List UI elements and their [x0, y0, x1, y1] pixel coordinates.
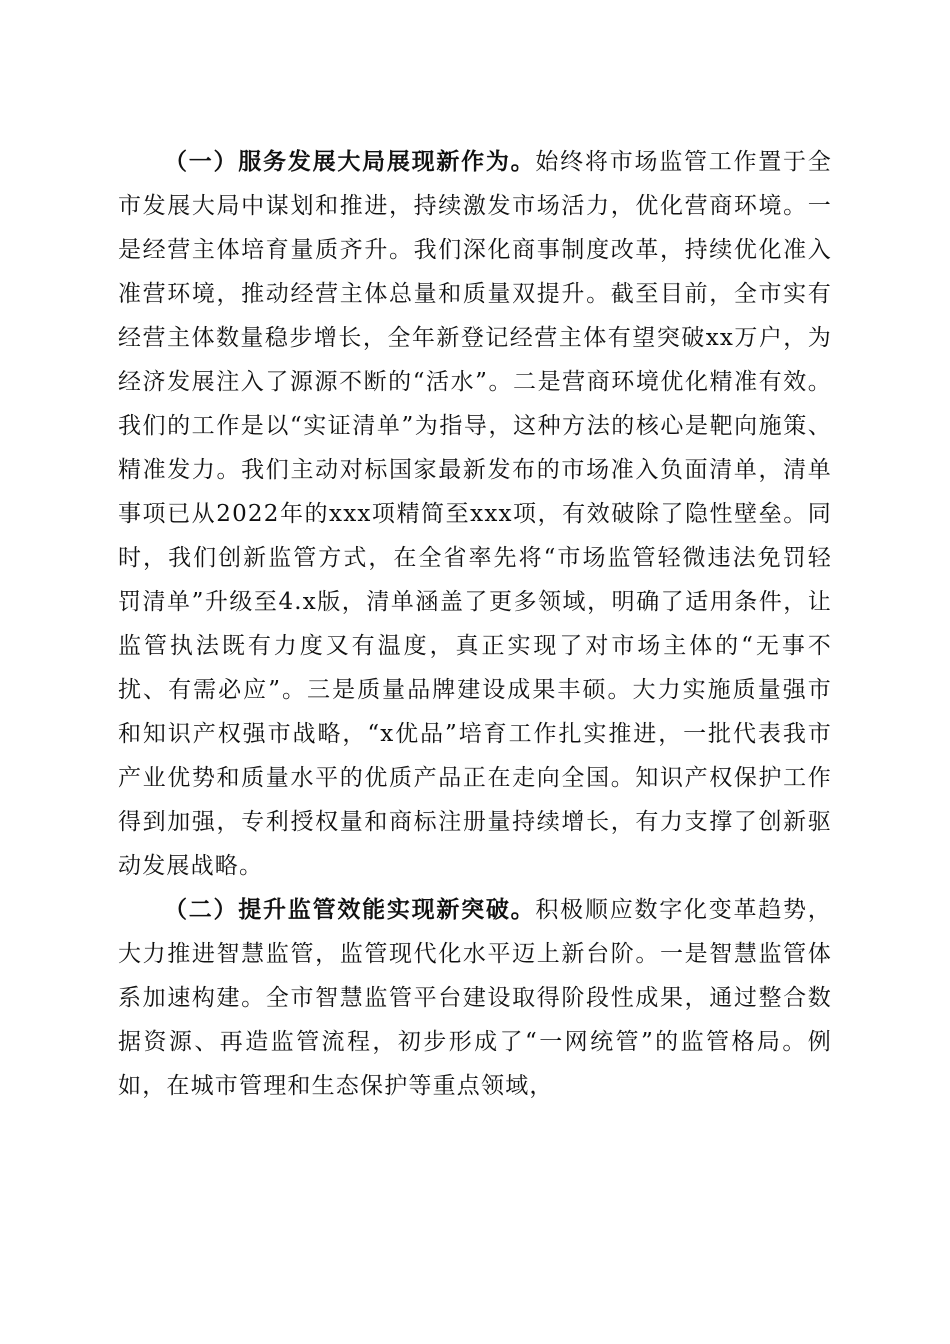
- document-body: [118, 140, 832, 1108]
- paragraph-1-text: 始终将市场监管工作置于全市发展大局中谋划和推进，持续激发市场活力，优化营商环境。一是经营主体培育量质齐升。我们深化商事制度改革，持续优化准入准营环境，推动经营主体总量和质量双提升。截至目前，全市实有经营主体数量稳步增长，全年新登记经营主体有望突破xx万户，为经济发展注入了源源不断的“活水”。二是营商环境优化精准有效。我们的工作是以“实证清单”为指导，这种方法的核心是靶向施策、精准发力。我们主动对标国家最新发布的市场准入负面清单，清单事项已从2022年的xxx项精简至xxx项，有效破除了隐性壁垒。同时，我们创新监管方式，在全省率先将“市场监管轻微违法免罚轻罚清单”升级至4.x版，清单涵盖了更多领域，明确了适用条件，让监管执法既有力度又有温度，真正实现了对市场主体的“无事不扰、有需必应”。三是质量品牌建设成果丰硕。大力实施质量强市和知识产权强市战略，“x优品”培育工作扎实推进，一批代表我市产业优势和质量水平的优质产品正在走向全国。知识产权保护工作得到加强，专利授权量和商标注册量持续增长，有力支撑了创新驱动发展战略。: [118, 149, 832, 879]
- paragraph-1-heading: （一）服务发展大局展现新作为。: [164, 149, 536, 175]
- paragraph-2-heading: （二）提升监管效能实现新突破。: [164, 897, 536, 923]
- paragraph-2-text: 积极顺应数字化变革趋势，大力推进智慧监管，监管现代化水平迈上新台阶。一是智慧监管体系加速构建。全市智慧监管平台建设取得阶段性成果，通过整合数据资源、再造监管流程，初步形成了“一网统管”的监管格局。例如，在城市管理和生态保护等重点领域，: [118, 897, 832, 1099]
- paragraph-1: [118, 140, 832, 888]
- paragraph-2: [118, 888, 832, 1108]
